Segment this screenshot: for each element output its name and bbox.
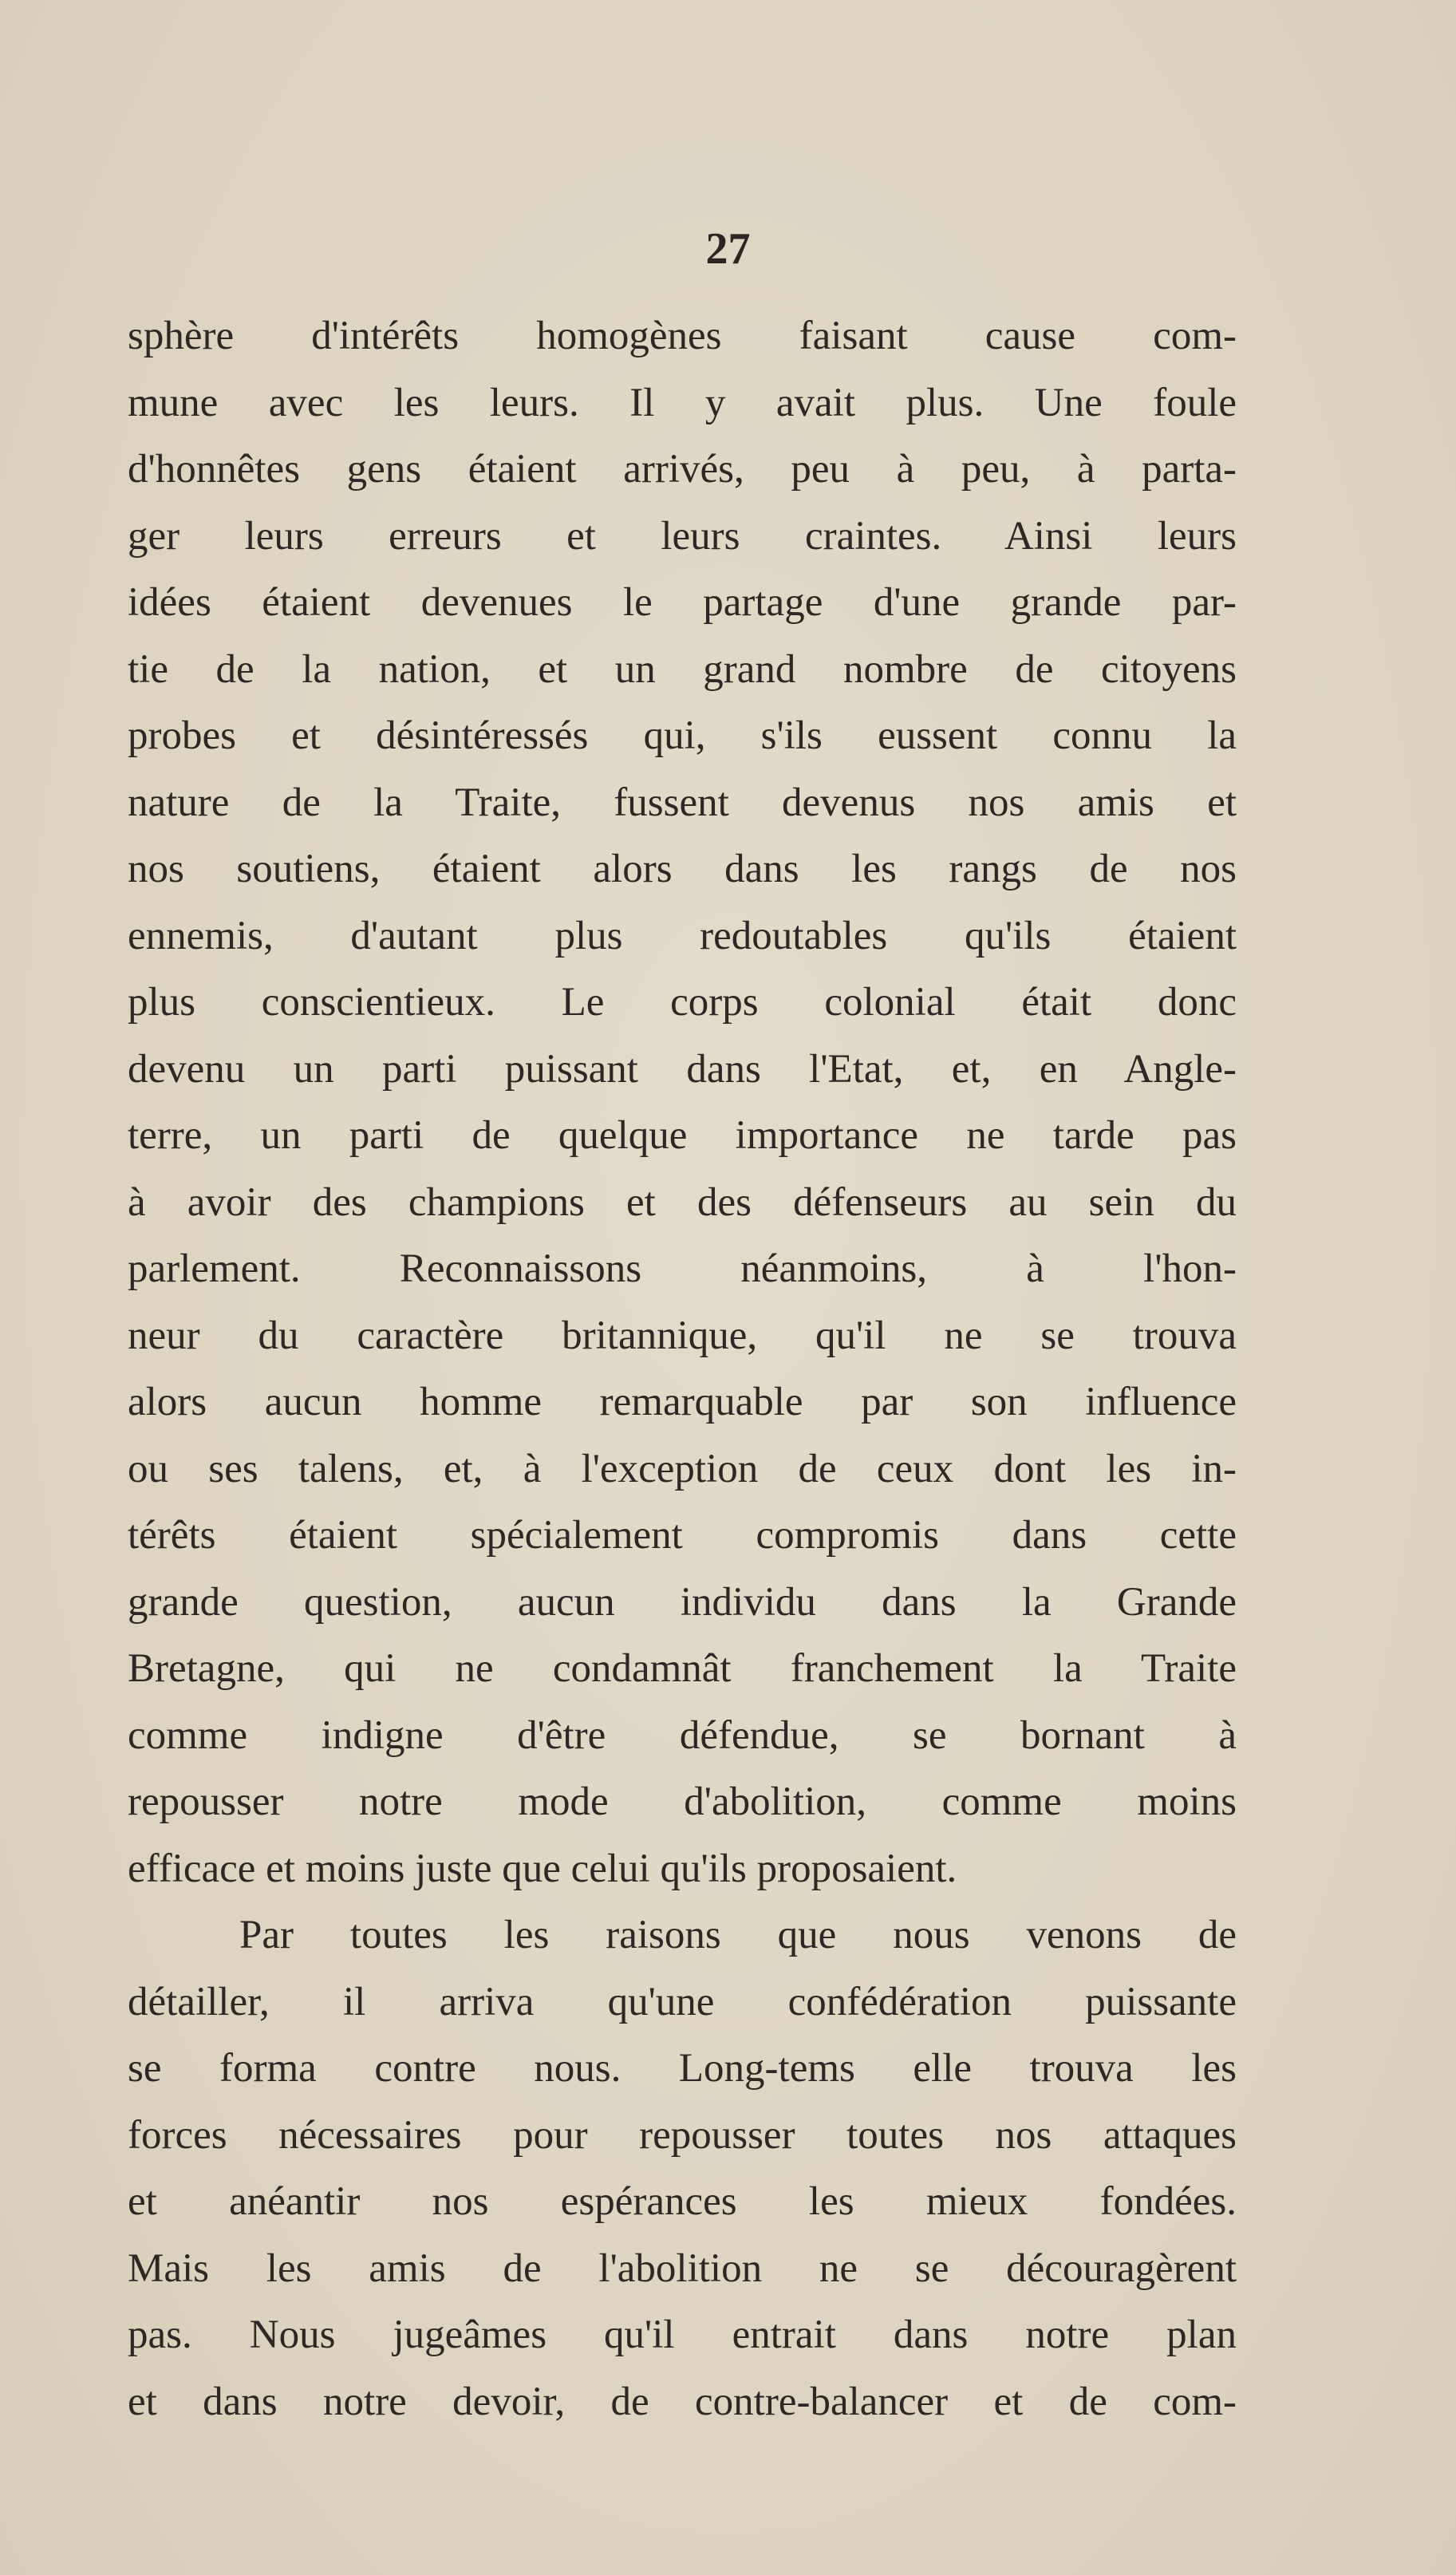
text-line-6: tie de la nation, et un grand nombre de citoyens	[128, 646, 1237, 692]
text-line-32: et dans notre devoir, de contre-balancer et de com-	[128, 2379, 1237, 2424]
text-line-18: ou ses talens, et, à l'exception de ceux dont les in-	[128, 1446, 1237, 1491]
text-line-21: Bretagne, qui ne condamnât franchement la Traite	[128, 1646, 1237, 1691]
text-line-29: et anéantir nos espérances les mieux fondées.	[128, 2179, 1237, 2224]
body-text	[128, 303, 1237, 2435]
text-line-24: efficace et moins juste que celui qu'ils proposaient.	[128, 1846, 957, 1891]
text-line-13: terre, un parti de quelque importance ne tarde pas	[128, 1113, 1237, 1158]
text-line-26: détailler, il arriva qu'une confédération puissante	[128, 1979, 1237, 2024]
text-line-1: sphère d'intérêts homogènes faisant cause com-	[128, 314, 1237, 358]
text-line-31: pas. Nous jugeâmes qu'il entrait dans notre plan	[128, 2312, 1237, 2357]
text-line-25: Par toutes les raisons que nous venons de	[239, 1913, 1237, 1957]
text-line-7: probes et désintéressés qui, s'ils eussent connu la	[128, 713, 1237, 758]
text-line-27: se forma contre nous. Long-tems elle trouva les	[128, 2046, 1237, 2091]
text-line-16: neur du caractère britannique, qu'il ne se trouva	[128, 1313, 1237, 1358]
text-line-22: comme indigne d'être défendue, se bornant à	[128, 1712, 1237, 1758]
text-line-8: nature de la Traite, fussent devenus nos amis et	[128, 780, 1237, 825]
text-line-20: grande question, aucun individu dans la Grande	[128, 1579, 1237, 1625]
text-line-4: ger leurs erreurs et leurs craintes. Ainsi leurs	[128, 513, 1237, 559]
text-line-30: Mais les amis de l'abolition ne se découragèrent	[128, 2245, 1237, 2291]
text-line-28: forces nécessaires pour repousser toutes nos attaques	[128, 2112, 1237, 2158]
text-line-3: d'honnêtes gens étaient arrivés, peu à peu, à parta-	[128, 447, 1237, 492]
text-line-14: à avoir des champions et des défenseurs au sein du	[128, 1179, 1237, 1225]
page-number: 27	[705, 224, 751, 274]
text-line-15: parlement. Reconnaissons néanmoins, à l'hon-	[128, 1246, 1237, 1291]
text-line-11: plus conscientieux. Le corps colonial était donc	[128, 980, 1237, 1025]
text-line-12: devenu un parti puissant dans l'Etat, et, en Angle-	[128, 1046, 1237, 1092]
text-line-2: mune avec les leurs. Il y avait plus. Une foule	[128, 380, 1237, 425]
text-line-23: repousser notre mode d'abolition, comme moins	[128, 1779, 1237, 1824]
text-line-5: idées étaient devenues le partage d'une grande par-	[128, 580, 1237, 625]
text-line-9: nos soutiens, étaient alors dans les rangs de nos	[128, 847, 1237, 891]
text-line-17: alors aucun homme remarquable par son influence	[128, 1380, 1237, 1424]
text-line-19: térêts étaient spécialement compromis dans cette	[128, 1513, 1237, 1558]
text-line-10: ennemis, d'autant plus redoutables qu'ils étaient	[128, 913, 1237, 958]
